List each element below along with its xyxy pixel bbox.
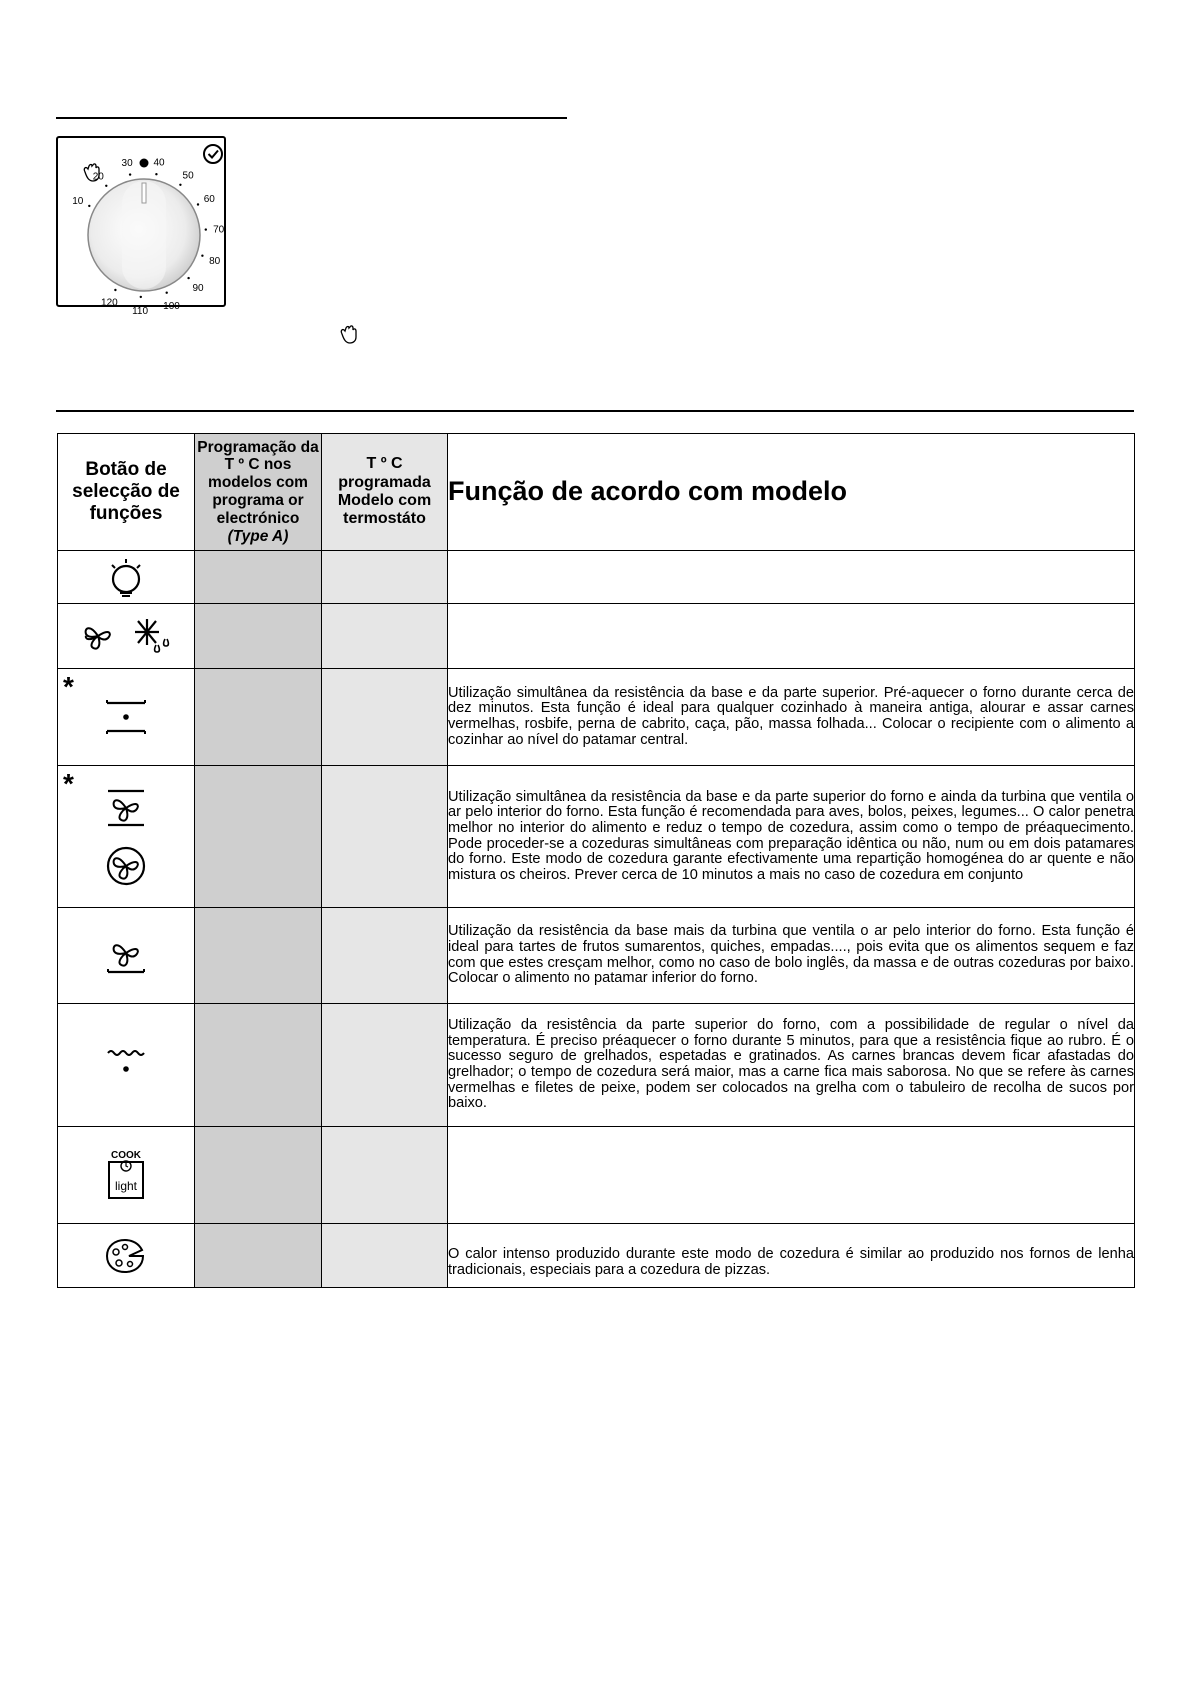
dial-mark-label: 90: [192, 283, 204, 295]
table-row: [58, 1004, 1135, 1127]
row-description: O calor intenso produzido durante este modo de cozedura é similar ao produzido nos fornos de lenha tradicionais, especiais para a cozedura de pizzas.: [448, 1224, 1135, 1288]
dial-tick: [114, 289, 116, 291]
header-function: Função de acordo com modelo: [448, 434, 1135, 551]
bottom-fan-icon: [104, 934, 148, 978]
dial-mark-label: 10: [72, 195, 84, 207]
fan-forced-icon: [104, 786, 148, 830]
dial-tick: [179, 184, 181, 186]
asterisk: *: [63, 671, 74, 702]
asterisk: *: [63, 768, 74, 799]
dial-tick: [105, 185, 107, 187]
header-selector: Botão de selecção de funções: [58, 434, 195, 551]
table-row: [58, 669, 1135, 766]
dial-mark-label: 100: [163, 300, 180, 312]
dial-tick: [205, 228, 207, 230]
table-row: [58, 604, 1135, 669]
row-description: [448, 604, 1135, 669]
grill-icon: [104, 1043, 148, 1087]
header-programmed: Programação da T º C nos modelos com programa or electrónico (Type A): [195, 434, 322, 551]
dial-mark-label: 30: [121, 157, 133, 169]
section-rule: [56, 410, 1134, 412]
header-thermostat: T º C programada Modelo com termostáto: [322, 434, 448, 551]
dial-tick: [197, 203, 199, 205]
dial-tick: [201, 255, 203, 257]
row-description: Utilização da resistência da parte superior do forno, com a possibilidade de regular o nível da temperatura. É preciso préaquecer o forno durante 5 minutos, para que a resistência fique ao rubro. É o sucesso seguro de grelhados, espetadas e gratinados. As carnes brancas devem ficar afastadas do grelhador; o tempo de cozedura será maior, mas a carne fica mais saborosa. No que se refere às carnes vermelhas e filetes de peixe, podem ser colocados na grelha com o tabuleiro de recolha de sucos por baixo.: [448, 1004, 1135, 1127]
row-description: [448, 551, 1135, 604]
dial-tick: [166, 292, 168, 294]
dial-tick: [88, 205, 90, 207]
hand-icon: [340, 325, 358, 345]
dial-tick: [140, 296, 142, 298]
fan-icon: [80, 618, 116, 654]
table-row: [58, 551, 1135, 604]
table-row: [58, 1224, 1135, 1288]
dial-mark-label: 50: [182, 170, 194, 182]
oven-light-icon: [58, 551, 195, 604]
dial-tick: [155, 173, 157, 175]
dial-mark-label: 120: [101, 297, 118, 309]
dial-mark-label: 60: [203, 194, 215, 206]
dial-mark-label: 80: [209, 256, 221, 267]
dial-mark-label: 20: [92, 171, 104, 183]
svg-text:light: light: [114, 1179, 138, 1193]
zero-dot: [140, 159, 149, 168]
functions-table: [57, 433, 1135, 1288]
table-header-row: [58, 434, 1135, 551]
clock-icon: [204, 145, 222, 163]
row-description: [448, 1127, 1135, 1224]
defrost-icon: [132, 617, 172, 655]
circular-fan-icon: [104, 844, 148, 888]
pizza-icon: [103, 1236, 149, 1276]
cook-light-icon: [103, 1148, 149, 1202]
row-description: Utilização da resistência da base mais da turbina que ventila o ar pelo interior do forno. Esta função é ideal para tartes de frutos sumarentos, quiches, empadas...., pois evita que os alimentos sequem e faz com que estes cresçam melhor, como no caso de bolo inglês, da massa e de outras cozeduras por baixo. Colocar o alimento no patamar inferior do forno.: [448, 908, 1135, 1004]
conventional-icon: [104, 695, 148, 739]
table-row: [58, 766, 1135, 908]
row-description: Utilização simultânea da resistência da base e da parte superior. Pré-aquecer o forno durante cerca de dez minutos. Esta função é ideal para qualquer cozinhado à maneira antiga, alourar e assar carnes vermelhas, rosbife, perna de cabrito, caça, pão, massa folhada... Colocar o recipiente com o alimento a cozinhar ao nível do patamar central.: [448, 669, 1135, 766]
table-row: [58, 908, 1135, 1004]
row-description: Utilização simultânea da resistência da base e da parte superior do forno e ainda da turbina que ventila o ar pelo interior do forno. Esta função é recomendada para aves, bolos, peixes, legumes... O calor penetra melhor no interior do alimento e reduz o tempo de cozedura, assim como o tempo de préaquecimento. Pode proceder-se a cozeduras simultâneas com preparação idêntica ou não, num ou em dois patamares do forno. Este modo de cozedura garante efectivamente uma repartição homogénea do ar quente e não mistura os cheiros. Prever cerca de 10 minutos a mais no caso de cozedura em conjunto: [448, 766, 1135, 908]
dial-tick: [129, 173, 131, 175]
table-row: [58, 1127, 1135, 1224]
dial-tick: [187, 277, 189, 279]
dial-mark-label: 70: [213, 224, 225, 236]
top-rule: [56, 117, 567, 119]
timer-dial: [56, 136, 226, 317]
dial-mark-label: 110: [132, 305, 149, 317]
dial-mark-label: 40: [153, 157, 165, 169]
svg-text:COOK: COOK: [111, 1150, 141, 1161]
